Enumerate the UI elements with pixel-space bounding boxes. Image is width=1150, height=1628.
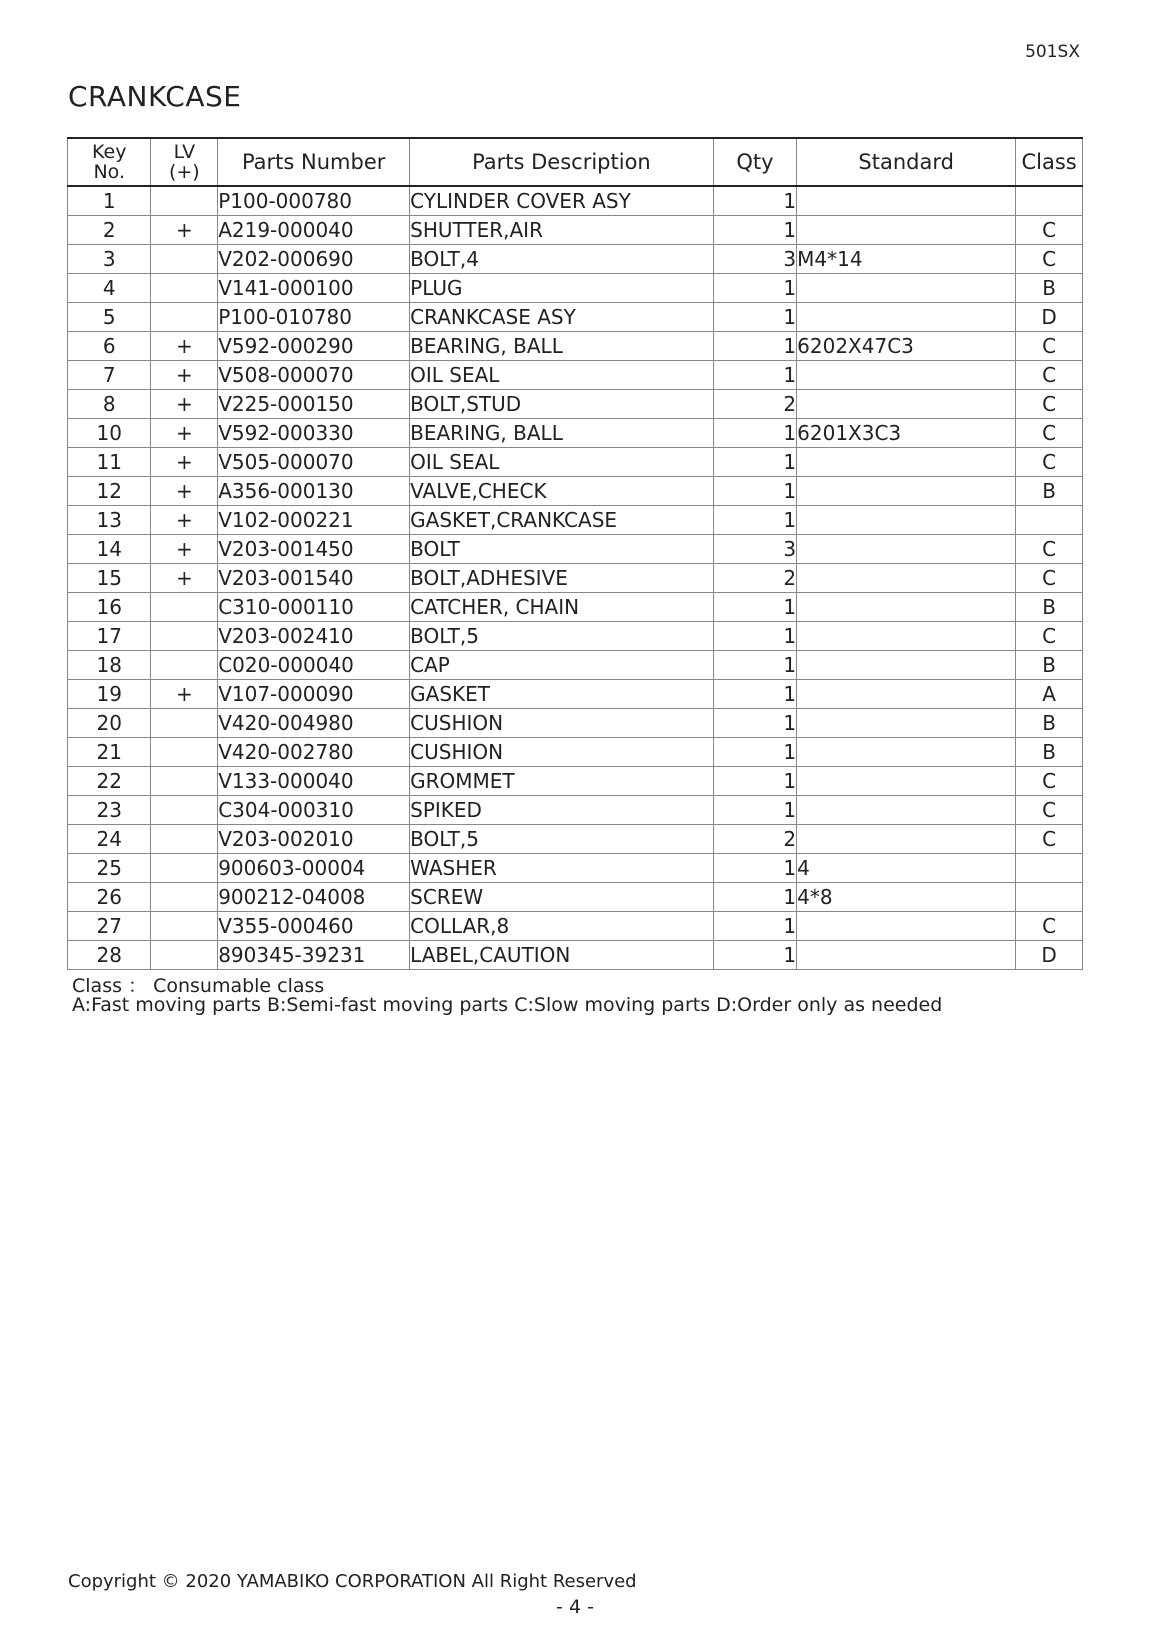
cell-class: A [1016, 680, 1083, 709]
cell-key-no: 25 [68, 854, 151, 883]
cell-qty: 1 [713, 506, 796, 535]
cell-parts-number: V202-000690 [218, 245, 410, 274]
cell-class: C [1016, 535, 1083, 564]
cell-parts-number: V107-000090 [218, 680, 410, 709]
cell-parts-description: CRANKCASE ASY [410, 303, 714, 332]
col-header-key-line2: No. [93, 161, 125, 183]
cell-parts-description: OIL SEAL [410, 448, 714, 477]
cell-parts-number: C020-000040 [218, 651, 410, 680]
cell-qty: 1 [713, 419, 796, 448]
cell-class: C [1016, 361, 1083, 390]
cell-lv [151, 738, 218, 767]
class-note-legend: A:Fast moving parts B:Semi-fast moving parts C:Slow moving parts D:Order only as needed [72, 994, 943, 1016]
table-row [68, 303, 1083, 332]
cell-qty: 1 [713, 448, 796, 477]
cell-parts-description: COLLAR,8 [410, 912, 714, 941]
cell-lv [151, 709, 218, 738]
cell-parts-description: VALVE,CHECK [410, 477, 714, 506]
cell-class: C [1016, 825, 1083, 854]
cell-key-no: 28 [68, 941, 151, 970]
cell-key-no: 7 [68, 361, 151, 390]
cell-lv [151, 186, 218, 216]
cell-parts-number: V102-000221 [218, 506, 410, 535]
cell-lv: + [151, 680, 218, 709]
cell-class [1016, 506, 1083, 535]
cell-key-no: 4 [68, 274, 151, 303]
cell-key-no: 22 [68, 767, 151, 796]
cell-qty: 1 [713, 883, 796, 912]
parts-table-body [68, 186, 1083, 970]
table-row [68, 390, 1083, 419]
cell-class: C [1016, 245, 1083, 274]
table-row [68, 535, 1083, 564]
table-row [68, 738, 1083, 767]
table-row [68, 361, 1083, 390]
cell-parts-description: GASKET,CRANKCASE [410, 506, 714, 535]
cell-parts-number: V203-002010 [218, 825, 410, 854]
cell-standard [797, 274, 1016, 303]
cell-qty: 1 [713, 738, 796, 767]
cell-class: B [1016, 651, 1083, 680]
cell-qty: 1 [713, 477, 796, 506]
cell-lv [151, 651, 218, 680]
cell-standard [797, 622, 1016, 651]
cell-parts-number: C304-000310 [218, 796, 410, 825]
cell-parts-number: V505-000070 [218, 448, 410, 477]
col-header-qty: Qty [713, 138, 796, 186]
cell-lv: + [151, 390, 218, 419]
table-row [68, 651, 1083, 680]
cell-qty: 2 [713, 825, 796, 854]
cell-standard [797, 651, 1016, 680]
cell-parts-number: P100-010780 [218, 303, 410, 332]
cell-key-no: 21 [68, 738, 151, 767]
table-row [68, 883, 1083, 912]
cell-parts-description: SHUTTER,AIR [410, 216, 714, 245]
cell-key-no: 15 [68, 564, 151, 593]
cell-parts-number: V203-002410 [218, 622, 410, 651]
cell-parts-description: GROMMET [410, 767, 714, 796]
cell-parts-number: A219-000040 [218, 216, 410, 245]
cell-standard [797, 186, 1016, 216]
cell-parts-description: BOLT,5 [410, 825, 714, 854]
cell-standard: 4*8 [797, 883, 1016, 912]
cell-parts-description: BOLT,4 [410, 245, 714, 274]
cell-parts-number: V420-002780 [218, 738, 410, 767]
cell-standard [797, 361, 1016, 390]
col-header-parts-description: Parts Description [410, 138, 714, 186]
cell-class: C [1016, 419, 1083, 448]
cell-class: C [1016, 390, 1083, 419]
model-code: 501SX [1025, 42, 1080, 62]
cell-qty: 3 [713, 535, 796, 564]
cell-parts-description: GASKET [410, 680, 714, 709]
col-header-standard: Standard [797, 138, 1016, 186]
cell-standard [797, 941, 1016, 970]
cell-parts-description: CUSHION [410, 709, 714, 738]
cell-standard: M4*14 [797, 245, 1016, 274]
cell-class: C [1016, 622, 1083, 651]
parts-table [67, 137, 1083, 970]
cell-key-no: 11 [68, 448, 151, 477]
cell-parts-number: 900212-04008 [218, 883, 410, 912]
cell-parts-description: CYLINDER COVER ASY [410, 186, 714, 216]
cell-qty: 1 [713, 303, 796, 332]
cell-lv [151, 245, 218, 274]
cell-parts-description: OIL SEAL [410, 361, 714, 390]
cell-parts-description: LABEL,CAUTION [410, 941, 714, 970]
table-row [68, 506, 1083, 535]
cell-lv [151, 825, 218, 854]
cell-key-no: 14 [68, 535, 151, 564]
table-row [68, 912, 1083, 941]
cell-lv: + [151, 535, 218, 564]
cell-standard: 6201X3C3 [797, 419, 1016, 448]
cell-class: C [1016, 332, 1083, 361]
cell-class: B [1016, 738, 1083, 767]
cell-key-no: 24 [68, 825, 151, 854]
cell-lv [151, 941, 218, 970]
cell-key-no: 23 [68, 796, 151, 825]
cell-parts-number: V355-000460 [218, 912, 410, 941]
cell-class: C [1016, 912, 1083, 941]
cell-standard [797, 593, 1016, 622]
table-row [68, 767, 1083, 796]
table-row [68, 564, 1083, 593]
col-header-key-line1: Key [92, 141, 127, 163]
cell-parts-number: A356-000130 [218, 477, 410, 506]
cell-parts-description: BEARING, BALL [410, 419, 714, 448]
table-row [68, 854, 1083, 883]
cell-key-no: 8 [68, 390, 151, 419]
cell-lv [151, 883, 218, 912]
cell-lv: + [151, 216, 218, 245]
cell-lv [151, 854, 218, 883]
cell-key-no: 26 [68, 883, 151, 912]
cell-class: C [1016, 564, 1083, 593]
table-header-row [68, 138, 1083, 186]
cell-lv [151, 767, 218, 796]
cell-qty: 1 [713, 941, 796, 970]
cell-parts-number: V225-000150 [218, 390, 410, 419]
cell-key-no: 12 [68, 477, 151, 506]
cell-qty: 1 [713, 274, 796, 303]
page-number: - 4 - [556, 1596, 594, 1618]
cell-standard [797, 303, 1016, 332]
cell-lv: + [151, 448, 218, 477]
table-row [68, 709, 1083, 738]
cell-standard [797, 738, 1016, 767]
cell-parts-description: CAP [410, 651, 714, 680]
cell-standard [797, 477, 1016, 506]
cell-lv [151, 593, 218, 622]
col-header-parts-number: Parts Number [218, 138, 410, 186]
cell-standard [797, 216, 1016, 245]
cell-parts-description: SCREW [410, 883, 714, 912]
cell-standard [797, 709, 1016, 738]
cell-qty: 1 [713, 216, 796, 245]
table-row [68, 186, 1083, 216]
cell-class: D [1016, 941, 1083, 970]
table-row [68, 245, 1083, 274]
cell-lv: + [151, 564, 218, 593]
cell-parts-number: C310-000110 [218, 593, 410, 622]
cell-class: D [1016, 303, 1083, 332]
table-row [68, 274, 1083, 303]
cell-lv: + [151, 477, 218, 506]
table-row [68, 796, 1083, 825]
cell-qty: 1 [713, 361, 796, 390]
col-header-lv [151, 138, 218, 186]
cell-parts-description: PLUG [410, 274, 714, 303]
cell-qty: 3 [713, 245, 796, 274]
col-header-key [68, 138, 151, 186]
cell-standard: 4 [797, 854, 1016, 883]
cell-standard [797, 825, 1016, 854]
cell-class: B [1016, 593, 1083, 622]
cell-qty: 1 [713, 651, 796, 680]
class-note-label: Class ： Consumable class [72, 975, 325, 997]
cell-key-no: 27 [68, 912, 151, 941]
cell-qty: 1 [713, 593, 796, 622]
cell-key-no: 20 [68, 709, 151, 738]
table-row [68, 216, 1083, 245]
page-title: CRANKCASE [68, 80, 242, 113]
cell-standard [797, 535, 1016, 564]
cell-class [1016, 883, 1083, 912]
cell-class: B [1016, 477, 1083, 506]
cell-parts-description: BOLT [410, 535, 714, 564]
table-row [68, 680, 1083, 709]
cell-class: C [1016, 448, 1083, 477]
table-row [68, 448, 1083, 477]
cell-parts-description: BOLT,5 [410, 622, 714, 651]
cell-qty: 1 [713, 680, 796, 709]
cell-lv [151, 303, 218, 332]
cell-parts-number: P100-000780 [218, 186, 410, 216]
cell-key-no: 3 [68, 245, 151, 274]
cell-qty: 1 [713, 912, 796, 941]
cell-standard [797, 680, 1016, 709]
cell-parts-number: V203-001450 [218, 535, 410, 564]
cell-class: C [1016, 796, 1083, 825]
cell-parts-description: WASHER [410, 854, 714, 883]
cell-parts-number: V141-000100 [218, 274, 410, 303]
cell-parts-description: SPIKED [410, 796, 714, 825]
cell-parts-description: BOLT,ADHESIVE [410, 564, 714, 593]
cell-lv [151, 622, 218, 651]
cell-qty: 1 [713, 796, 796, 825]
cell-parts-description: CATCHER, CHAIN [410, 593, 714, 622]
cell-parts-number: V133-000040 [218, 767, 410, 796]
cell-standard [797, 390, 1016, 419]
table-row [68, 622, 1083, 651]
cell-parts-number: 900603-00004 [218, 854, 410, 883]
cell-qty: 1 [713, 709, 796, 738]
col-header-lv-line1: LV [173, 141, 196, 163]
cell-class: B [1016, 709, 1083, 738]
cell-parts-description: CUSHION [410, 738, 714, 767]
cell-class: B [1016, 274, 1083, 303]
cell-standard [797, 912, 1016, 941]
cell-standard [797, 767, 1016, 796]
cell-class: C [1016, 767, 1083, 796]
cell-standard [797, 796, 1016, 825]
col-header-lv-line2: (+) [168, 161, 200, 183]
cell-key-no: 1 [68, 186, 151, 216]
table-row [68, 419, 1083, 448]
cell-standard: 6202X47C3 [797, 332, 1016, 361]
cell-class [1016, 854, 1083, 883]
cell-parts-number: V508-000070 [218, 361, 410, 390]
cell-key-no: 6 [68, 332, 151, 361]
cell-parts-number: V203-001540 [218, 564, 410, 593]
cell-standard [797, 564, 1016, 593]
cell-key-no: 19 [68, 680, 151, 709]
table-row [68, 941, 1083, 970]
cell-class: C [1016, 216, 1083, 245]
table-row [68, 825, 1083, 854]
cell-parts-number: V592-000330 [218, 419, 410, 448]
cell-qty: 2 [713, 390, 796, 419]
cell-key-no: 16 [68, 593, 151, 622]
cell-qty: 1 [713, 767, 796, 796]
cell-lv: + [151, 361, 218, 390]
cell-qty: 1 [713, 622, 796, 651]
cell-lv [151, 796, 218, 825]
cell-qty: 1 [713, 332, 796, 361]
cell-key-no: 2 [68, 216, 151, 245]
cell-lv [151, 912, 218, 941]
cell-lv: + [151, 506, 218, 535]
cell-parts-description: BOLT,STUD [410, 390, 714, 419]
cell-lv: + [151, 332, 218, 361]
copyright-text: Copyright © 2020 YAMABIKO CORPORATION All Right Reserved [68, 1571, 637, 1592]
cell-key-no: 17 [68, 622, 151, 651]
cell-standard [797, 506, 1016, 535]
cell-lv [151, 274, 218, 303]
cell-standard [797, 448, 1016, 477]
cell-lv: + [151, 419, 218, 448]
cell-class [1016, 186, 1083, 216]
cell-qty: 1 [713, 854, 796, 883]
cell-parts-description: BEARING, BALL [410, 332, 714, 361]
cell-key-no: 5 [68, 303, 151, 332]
col-header-class: Class [1016, 138, 1083, 186]
cell-parts-number: V420-004980 [218, 709, 410, 738]
table-row [68, 332, 1083, 361]
cell-qty: 1 [713, 186, 796, 216]
cell-key-no: 10 [68, 419, 151, 448]
cell-key-no: 18 [68, 651, 151, 680]
cell-key-no: 13 [68, 506, 151, 535]
table-row [68, 593, 1083, 622]
cell-parts-number: 890345-39231 [218, 941, 410, 970]
cell-qty: 2 [713, 564, 796, 593]
cell-parts-number: V592-000290 [218, 332, 410, 361]
table-row [68, 477, 1083, 506]
